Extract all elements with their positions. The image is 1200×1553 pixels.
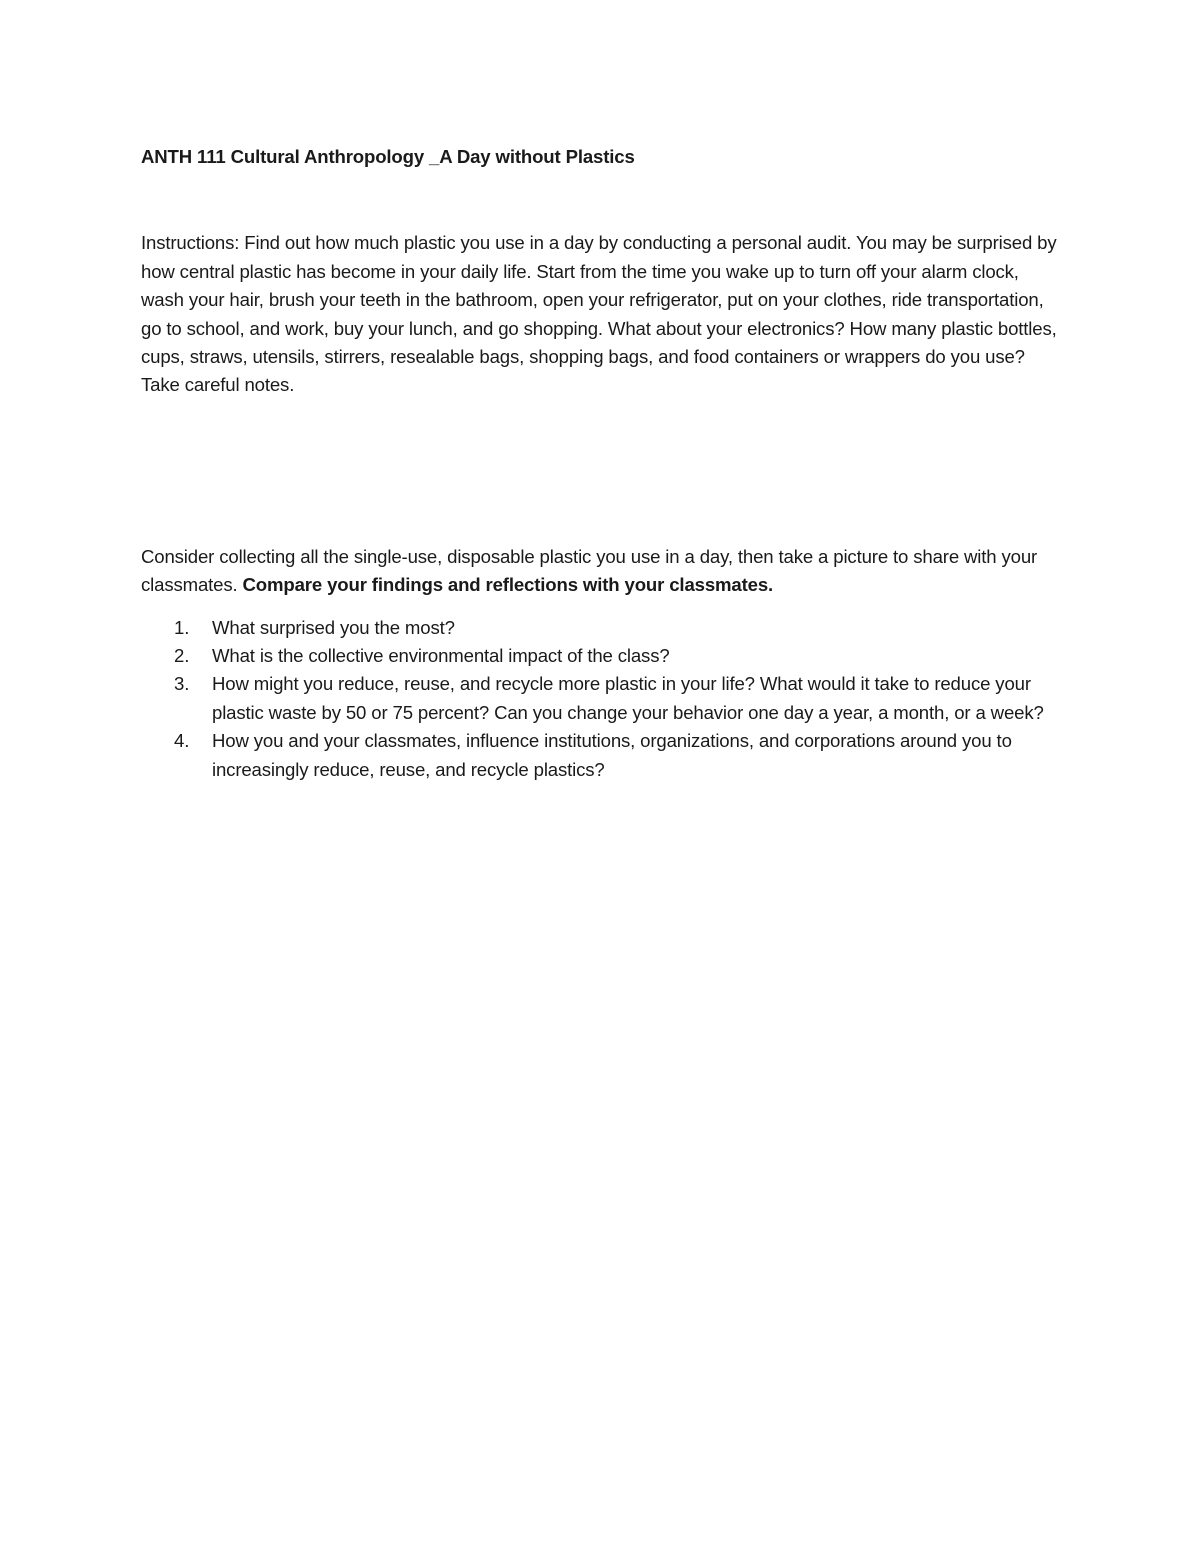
document-body	[141, 143, 1061, 784]
consider-paragraph	[141, 543, 1061, 600]
list-item-text: What surprised you the most?	[212, 616, 455, 638]
document-title: ANTH 111 Cultural Anthropology _A Day without Plastics	[141, 146, 635, 167]
list-item	[141, 642, 1061, 670]
list-item	[141, 670, 1061, 727]
list-item-text: How you and your classmates, influence institutions, organizations, and corporations around you to increasingly reduce, reuse, and recycle plastics?	[212, 730, 1012, 780]
consider-text: Consider collecting all the single-use, disposable plastic you use in a day, then take a picture to share with your classmates.	[141, 545, 1038, 596]
consider-bold-text: Compare your findings and reflections with your classmates.	[242, 574, 774, 596]
instructions-paragraph: Instructions: Find out how much plastic you use in a day by conducting a personal audit. You may be surprised by how central plastic has become in your daily life. Start from the time you wake up to turn off your alarm clock, wash your hair, brush your teeth in the bathroom, open your refrigerator, put on your clothes, ride transportation, go to school, and work, buy your lunch, and go shopping. What about your electronics? How many plastic bottles, cups, straws, utensils, stirrers, resealable bags, shopping bags, and food containers or wrappers do you use? Take careful notes.	[141, 232, 1057, 396]
list-item-text: What is the collective environmental impact of the class?	[212, 645, 670, 667]
list-item-number: 1.	[174, 616, 190, 638]
list-item-text: How might you reduce, reuse, and recycle more plastic in your life? What would it take to reduce your plastic waste by 50 or 75 percent? Can you change your behavior one day a year, a month, or a week?	[212, 673, 1044, 723]
list-item	[141, 727, 1061, 784]
question-list	[141, 614, 1061, 784]
list-item-number: 3.	[174, 673, 190, 695]
list-item	[141, 614, 1061, 642]
list-item-number: 4.	[174, 730, 190, 752]
list-item-number: 2.	[174, 645, 190, 667]
